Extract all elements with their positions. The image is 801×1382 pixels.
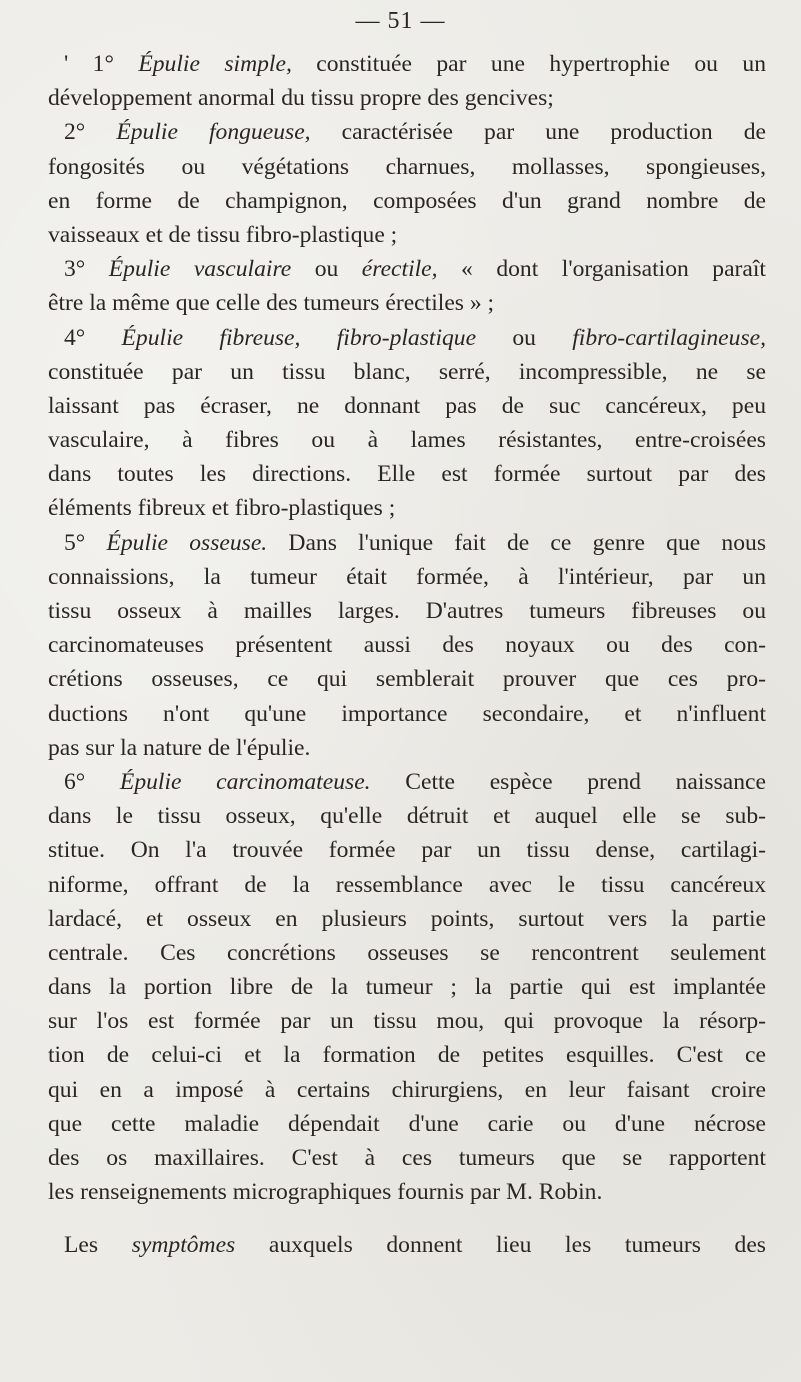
text-line (48, 731, 766, 765)
text-line (48, 594, 766, 628)
text-segment: dans le tissu osseux, qu'elle détruit et auquel elle se sub- (48, 803, 766, 830)
text-segment: vaisseaux et de tissu fibro-plastique ; (48, 221, 398, 248)
text-segment: laissant pas écraser, ne donnant pas de suc cancéreux, peu (48, 392, 766, 419)
text-line (48, 1141, 766, 1175)
text-line (48, 491, 766, 525)
text-line (48, 1038, 766, 1072)
text-segment: sur l'os est formée par un tissu mou, qui provoque la résorp- (48, 1008, 766, 1035)
text-line (48, 1175, 766, 1209)
text-segment: 5° (64, 529, 107, 556)
text-segment: pas sur la nature de l'épulie. (48, 734, 311, 761)
text-line (48, 868, 766, 902)
text-line (48, 115, 766, 149)
italic-term: Épulie fongueuse, (116, 119, 311, 146)
text-segment: auxquels donnent lieu les tumeurs des (235, 1232, 766, 1259)
text-segment: des os maxillaires. C'est à ces tumeurs que se rapportent (48, 1145, 766, 1171)
text-segment: centrale. Ces concrétions osseuses se rencontrent seulement (48, 939, 766, 966)
italic-term: érectile, (361, 256, 438, 283)
text-segment: Cette espèce prend naissance (370, 768, 766, 795)
body-text (48, 47, 766, 1263)
text-segment: éléments fibreux et fibro-plastiques ; (48, 495, 396, 522)
text-segment: constituée par une hypertrophie ou un (291, 51, 766, 77)
text-segment: tion de celui-ci et la formation de petites esquilles. C'est ce (48, 1042, 766, 1069)
italic-term: Épulie carcinomateuse. (119, 768, 371, 795)
text-segment: tissu osseux à mailles larges. D'autres tumeurs fibreuses ou (48, 598, 766, 624)
text-segment: lardacé, et osseux en plusieurs points, surtout vers la partie (48, 905, 766, 932)
text-segment: ductions n'ont qu'une importance secondaire, et n'influent (48, 700, 766, 727)
text-segment: ou (291, 256, 362, 283)
text-segment: qui en a imposé à certains chirurgiens, en leur faisant croire (48, 1076, 766, 1103)
text-line (48, 1004, 766, 1038)
text-line (48, 321, 766, 355)
text-segment: 6° (64, 768, 120, 795)
italic-term: Épulie fibreuse, fibro-plastique (121, 324, 477, 351)
text-line (48, 218, 766, 252)
text-segment: connaissions, la tumeur était formée, à l'intérieur, par un (48, 563, 766, 590)
text-segment: dans la portion libre de la tumeur ; la partie qui est implantée (48, 974, 766, 1001)
text-segment: ' 1° (64, 51, 139, 77)
text-line (48, 765, 766, 799)
text-line (48, 389, 766, 423)
text-line (48, 457, 766, 491)
text-line (48, 560, 766, 594)
text-segment: développement anormal du tissu propre des gencives; (48, 85, 554, 112)
text-segment: 3° (64, 256, 109, 283)
text-segment: caractérisée par une production de (310, 119, 766, 146)
text-line (48, 355, 766, 389)
text-segment: 4° (64, 324, 122, 351)
italic-term: fibro-cartilagineuse, (572, 324, 766, 351)
text-segment: être la même que celle des tumeurs érectiles » ; (48, 290, 495, 317)
text-segment: fongosités ou végétations charnues, mollasses, spongieuses, (48, 153, 766, 180)
text-line (48, 252, 766, 286)
text-segment: carcinomateuses présentent aussi des noyaux ou des con- (48, 632, 766, 659)
text-segment: que cette maladie dépendait d'une carie ou d'une nécrose (48, 1110, 766, 1137)
text-segment: les renseignements micrographiques fournis par M. Robin. (48, 1179, 603, 1206)
text-line (48, 902, 766, 936)
text-line (48, 526, 766, 560)
text-segment: niforme, offrant de la ressemblance avec le tissu cancéreux (48, 871, 766, 898)
text-line (48, 150, 766, 184)
text-line (48, 799, 766, 833)
text-segment: ou (476, 324, 573, 351)
italic-term: Épulie simple, (138, 51, 292, 77)
text-line (48, 833, 766, 867)
text-segment: « dont l'organisation paraît (437, 256, 766, 283)
text-segment: Dans l'unique fait de ce genre que nous (267, 529, 766, 556)
italic-term: symptômes (131, 1232, 236, 1259)
text-line (48, 423, 766, 457)
text-segment: stitue. On l'a trouvée formée par un tissu dense, cartilagi- (48, 837, 766, 864)
text-line (48, 662, 766, 696)
text-segment: crétions osseuses, ce qui semblerait prouver que ces pro- (48, 666, 766, 693)
text-line (48, 697, 766, 731)
italic-term: Épulie vasculaire (108, 256, 292, 283)
text-line (48, 1073, 766, 1107)
text-line (48, 970, 766, 1004)
paragraph-gap (48, 1209, 766, 1228)
text-line (48, 1228, 766, 1262)
text-line (48, 1107, 766, 1141)
text-segment: vasculaire, à fibres ou à lames résistantes, entre-croisées (48, 427, 766, 454)
text-line (48, 184, 766, 218)
text-segment: en forme de champignon, composées d'un grand nombre de (48, 187, 766, 214)
text-line (48, 286, 766, 320)
text-segment: constituée par un tissu blanc, serré, incompressible, ne se (48, 358, 766, 385)
text-line (48, 81, 766, 115)
text-line (48, 628, 766, 662)
text-segment: dans toutes les directions. Elle est formée surtout par des (48, 461, 766, 488)
italic-term: Épulie osseuse. (106, 529, 268, 556)
text-line (48, 936, 766, 970)
text-segment: Les (64, 1232, 132, 1259)
text-segment: 2° (64, 119, 117, 146)
page-number: — 51 — (355, 8, 446, 34)
text-line (48, 47, 766, 81)
